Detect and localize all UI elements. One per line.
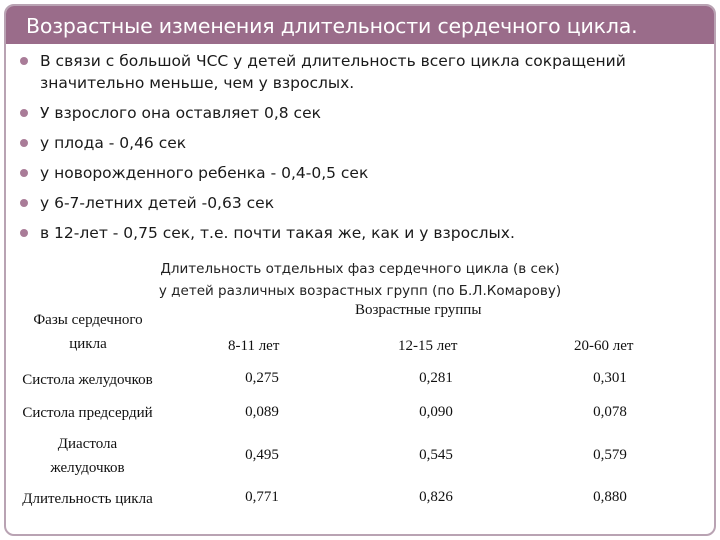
caption-line: у детей различных возрастных групп (по Б.Л.Комарову) [158,283,562,299]
table-cell: 0,771 [245,489,279,505]
slide-title: Возрастные изменения длительности сердечного цикла. [26,14,638,38]
row-label [0,432,175,480]
row-label-line: Диастола [57,436,118,452]
row-label: Систола желудочков [22,372,153,388]
row-label: Длительность цикла [22,491,153,507]
table-cell: 0,495 [245,447,279,463]
bullet-item: В связи с большой ЧСС у детей длительность всего цикла сокращений значительно меньше, чем у взрослых. [18,50,698,94]
table-caption [110,258,610,302]
column-header: 20-60 лет [574,338,634,354]
table-cell: 0,826 [419,489,453,505]
phase-header-line: Фазы сердечного [33,312,143,328]
bullet-item: у 6-7-летних детей -0,63 сек [18,192,698,214]
bullet-item: У взрослого она оставляет 0,8 сек [18,102,698,124]
bullet-item: у новорожденного ребенка - 0,4-0,5 сек [18,162,698,184]
table-cell: 0,281 [419,370,453,386]
table-cell: 0,880 [593,489,627,505]
age-groups-header: Возрастные группы [355,302,482,318]
table-cell: 0,545 [419,447,453,463]
bullet-item: в 12-лет - 0,75 сек, т.е. почти такая же, как и у взрослых. [18,222,698,244]
title-bar [6,6,714,44]
table-cell: 0,089 [245,404,279,420]
caption-line: Длительность отдельных фаз сердечного цикла (в сек) [160,261,560,277]
table-cell: 0,078 [593,404,627,420]
bullet-item: у плода - 0,46 сек [18,132,698,154]
column-header: 8-11 лет [228,338,280,354]
column-header: 12-15 лет [398,338,458,354]
bullet-list [18,50,698,252]
table-cell: 0,090 [419,404,453,420]
table-cell: 0,579 [593,447,627,463]
row-label-line: желудочков [50,460,125,476]
table-cell: 0,275 [245,370,279,386]
table-cell: 0,301 [593,370,627,386]
phase-column-header [18,308,158,356]
phase-header-line: цикла [69,336,107,352]
row-label: Систола предсердий [22,405,153,421]
